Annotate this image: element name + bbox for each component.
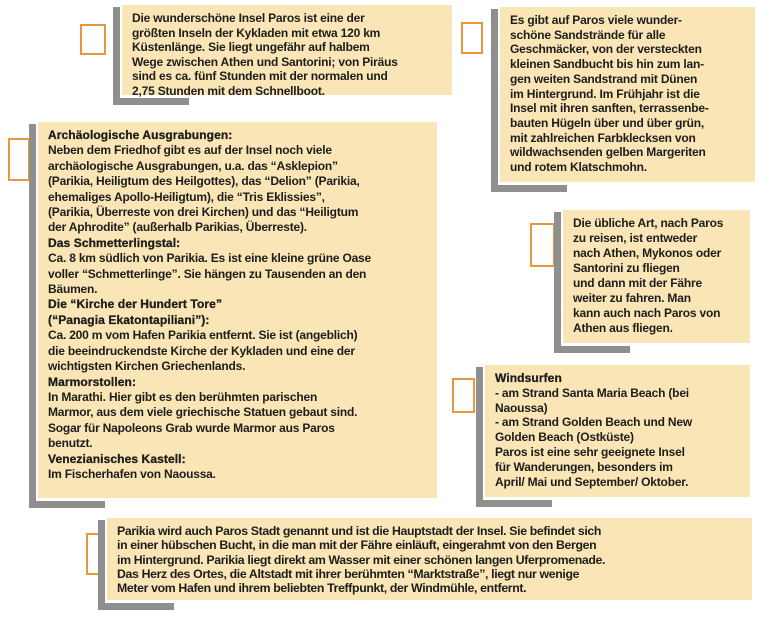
note-beaches: [500, 7, 755, 182]
text-line: gen weiten Sandstrand mit Dünen: [510, 71, 698, 86]
text-line: im Hintergrund. Im Frühjahr ist die: [510, 86, 700, 101]
text-line: schöne Sandstrände für alle: [510, 27, 666, 42]
text-line: Marmor, aus dem viele griechische Statuen gebaut sind.: [48, 405, 358, 420]
text-line: kleinen Sandbucht bis hin zum lan-: [510, 57, 704, 72]
heading-line: Die “Kirche der Hundert Tore”: [48, 297, 223, 312]
text-line: archäologische Ausgrabungen, u.a. das “Asklepion”: [48, 158, 338, 173]
text-line: Die wunderschöne Insel Paros ist eine der: [132, 11, 365, 25]
text-line: in einer hübschen Bucht, in die man mit der Fähre einläuft, eingerahmt von den Bergen: [117, 538, 597, 553]
note-parikia: [107, 518, 752, 600]
image-placeholder-archaeology: [8, 138, 30, 181]
text-line: Insel mit ihren sanften, terrassenbe-: [510, 101, 709, 116]
text-line: Naoussa): [495, 400, 548, 415]
text-line: zu reisen, ist entweder: [573, 231, 698, 245]
text-line: für Wanderungen, besonders im: [495, 459, 673, 474]
text-line: Paros ist eine sehr geeignete Insel: [495, 444, 685, 459]
text-line: der Aphrodite” (außerhalb Parikias, Überreste).: [48, 220, 307, 235]
text-line: die beeindruckendste Kirche der Kykladen und eine der: [48, 343, 355, 358]
text-line: sind es ca. fünf Stunden mit der normalen und: [132, 69, 388, 84]
heading-line: Windsurfen: [495, 371, 562, 385]
note-windsurf: [485, 365, 750, 497]
text-line: Golden Beach (Ostküste): [495, 430, 634, 445]
text-line: Die übliche Art, nach Paros: [573, 216, 724, 230]
text-line: bauten Hügeln über und über grün,: [510, 115, 705, 130]
text-line: wildwachsenden gelben Margeriten: [510, 145, 706, 160]
text-line: wichtigsten Kirchen Griechenlands.: [48, 359, 246, 374]
image-placeholder-intro: [80, 24, 106, 55]
note-intro: [122, 5, 452, 98]
text-line: 2,75 Stunden mit dem Schnellboot.: [132, 83, 325, 98]
heading-line: Marmorstollen:: [48, 374, 137, 389]
text-line: Bäumen.: [48, 282, 98, 297]
text-line: April/ Mai und September/ Oktober.: [495, 474, 689, 489]
text-line: Ca. 8 km südlich von Parikia. Es ist eine kleine grüne Oase: [48, 251, 372, 266]
image-placeholder-beaches: [461, 22, 483, 54]
heading-line: Das Schmetterlingstal:: [48, 235, 181, 250]
image-placeholder-travel: [530, 223, 555, 267]
heading-line: Archäologische Ausgrabungen:: [48, 128, 233, 142]
text-line: In Marathi. Hier gibt es den berühmten parischen: [48, 389, 318, 404]
text-line: Sogar für Napoleons Grab wurde Marmor aus Paros: [48, 420, 335, 435]
text-line: im Hintergrund. Parikia liegt direkt am Wasser mit einer schönen langen Uferpromenade.: [117, 552, 606, 567]
text-line: Neben dem Friedhof gibt es auf der Insel noch viele: [48, 143, 332, 158]
heading-line: Venezianisches Kastell:: [48, 451, 186, 466]
note-archaeology: [38, 122, 437, 498]
text-line: weiter zu fahren. Man: [573, 291, 691, 305]
text-line: kann auch nach Paros von: [573, 306, 721, 320]
text-line: Ca. 200 m vom Hafen Parikia entfernt. Sie ist (angeblich): [48, 328, 358, 343]
text-line: Parikia wird auch Paros Stadt genannt und ist die Hauptstadt der Insel. Sie befindet sich: [117, 524, 602, 538]
text-line: Athen aus fliegen.: [573, 321, 673, 335]
text-line: Santorini zu fliegen: [573, 261, 680, 275]
text-line: und rotem Klatschmohn.: [510, 160, 647, 175]
text-line: benutzt.: [48, 436, 93, 451]
text-line: und dann mit der Fähre: [573, 276, 702, 290]
text-line: voller “Schmetterlinge”. Sie hängen zu Tausenden an den: [48, 266, 367, 281]
heading-line: (“Panagia Ekatontapiliani”):: [48, 312, 210, 327]
text-line: Es gibt auf Paros viele wunder-: [510, 13, 682, 27]
text-line: Im Fischerhafen von Naoussa.: [48, 466, 216, 481]
text-line: nach Athen, Mykonos oder: [573, 246, 722, 260]
text-line: (Parikia, Überreste von drei Kirchen) und das “Heiligtum: [48, 205, 359, 220]
text-line: mit zahlreichen Farbklecksen von: [510, 130, 696, 145]
text-line: ehemaliges Apollo-Heiligtum), die “Tris Eklissies”,: [48, 189, 325, 204]
text-line: (Parikia, Heiligtum des Heilgottes), das “Delion” (Parikia,: [48, 174, 360, 189]
text-line: - am Strand Santa Maria Beach (bei: [495, 385, 689, 400]
text-line: - am Strand Golden Beach und New: [495, 415, 692, 430]
text-line: Wege zwischen Athen und Santorini; von Piräus: [132, 54, 398, 69]
note-travel: [563, 210, 750, 343]
text-line: Das Herz des Ortes, die Altstadt mit ihrer berühmten “Marktstraße”, liegt nur wenige: [117, 566, 580, 581]
text-line: Meter vom Hafen und ihrem beliebten Treffpunkt, der Windmühle, entfernt.: [117, 581, 527, 596]
text-line: Küstenlänge. Sie liegt ungefähr auf halbem: [132, 40, 370, 55]
image-placeholder-windsurf: [452, 378, 475, 413]
text-line: größten Inseln der Kykladen mit etwa 120 km: [132, 25, 381, 40]
text-line: Geschmäcker, von der versteckten: [510, 42, 702, 57]
